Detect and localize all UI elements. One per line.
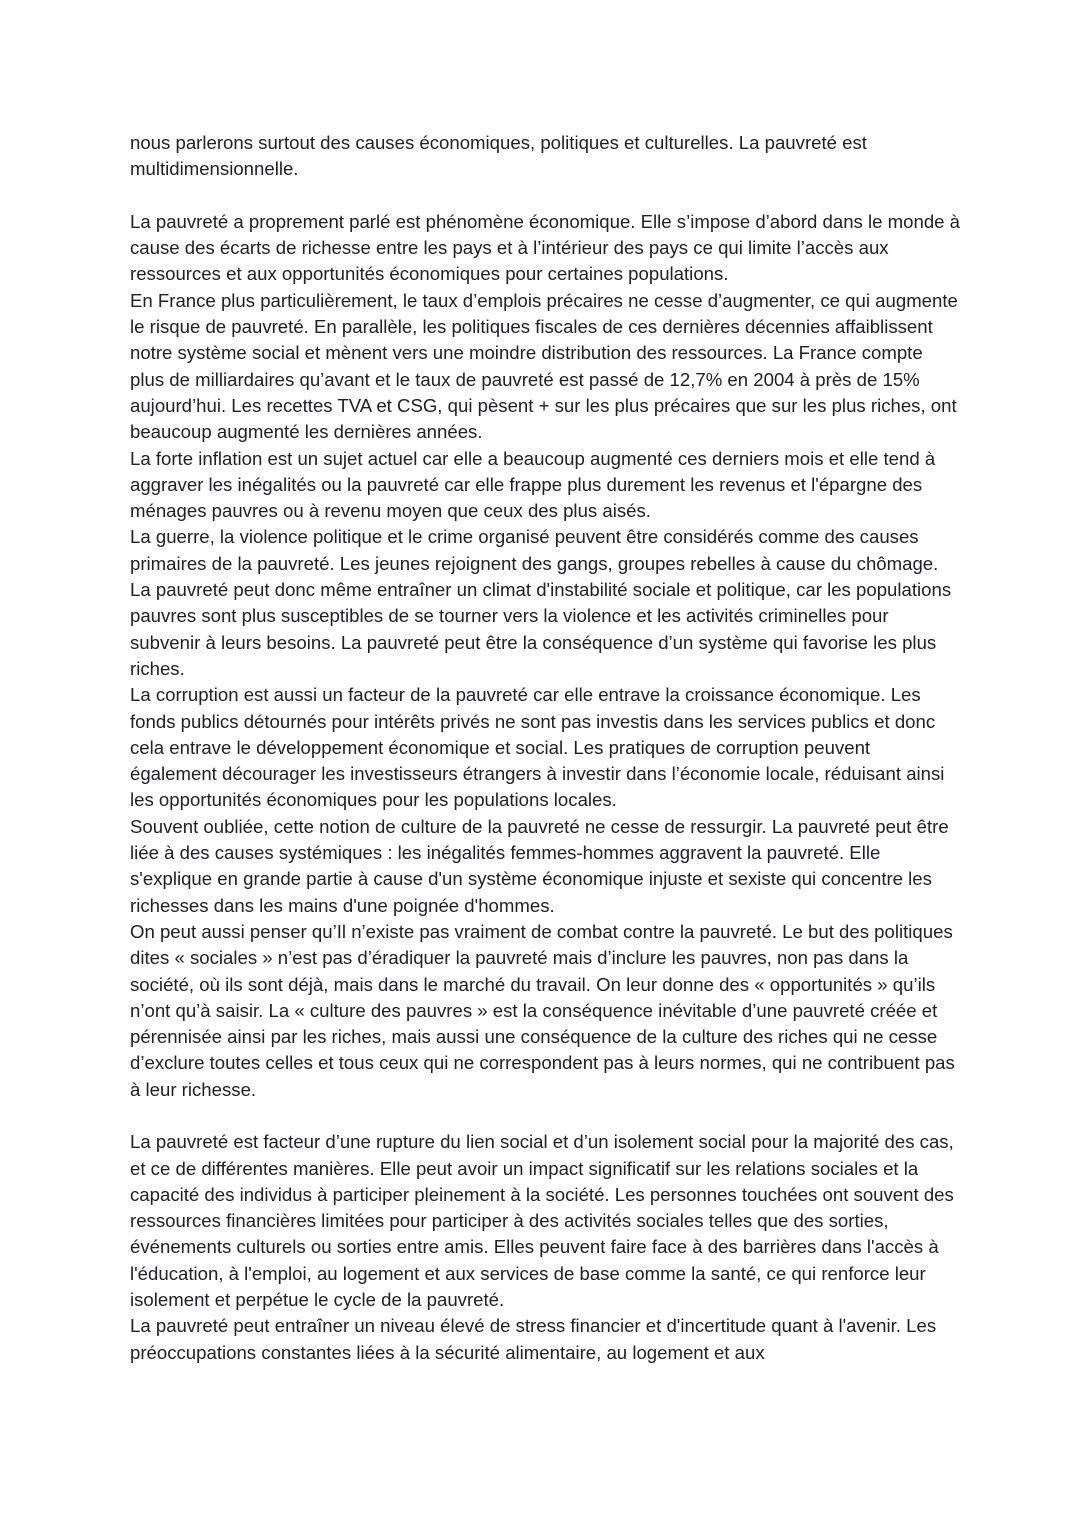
paragraph-financial-stress: La pauvreté peut entraîner un niveau élevé de stress financier et d'incertitude quant à l'avenir. Les préoccupations constantes liées à la sécurité alimentaire, au logement et aux	[130, 1315, 937, 1363]
paragraph-social-policies: On peut aussi penser qu’Il n’existe pas vraiment de combat contre la pauvreté. Le but des politiques dites « sociales » n’est pas d’éradiquer la pauvreté mais d’inclure les pauvres, non pas dans la société, où ils sont déjà, mais dans le marché du travail. On leur donne des « opportunités » qu’ils n’ont qu’à saisir. La « culture des pauvres » est la conséquence inévitable d’une pauvreté créée et pérennisée ainsi par les riches, mais aussi une conséquence de la culture des riches qui ne cesse d’exclure toutes celles et tous ceux qui ne correspondent pas à leurs normes, qui ne contribuent pas à leur richesse.	[130, 920, 955, 1100]
paragraph-france-precarity: En France plus particulièrement, le taux d’emplois précaires ne cesse d’augmenter, ce qui augmente le risque de pauvreté. En parallèle, les politiques fiscales de ces dernières décennies affaiblissent notre système social et mènent vers une moindre distribution des ressources. La France compte plus de milliardaires qu’avant et le taux de pauvreté est passé de 12,7% en 2004 à près de 15% aujourd’hui. Les recettes TVA et CSG, qui pèsent + sur les plus précaires que sur les plus riches, ont beaucoup augmenté les dernières années.	[130, 289, 958, 443]
paragraph-corruption: La corruption est aussi un facteur de la pauvreté car elle entrave la croissance économique. Les fonds publics détournés pour intérêts privés ne sont pas investis dans les services publics et donc cela entrave le développement économique et social. Les pratiques de corruption peuvent également décourager les investisseurs étrangers à investir dans l’économie locale, réduisant ainsi les opportunités économiques pour les populations locales.	[130, 684, 945, 811]
paragraph-war-violence: La guerre, la violence politique et le crime organisé peuvent être considérés comme des causes primaires de la pauvreté. Les jeunes rejoignent des gangs, groupes rebelles à cause du chômage. La pauvreté peut donc même entraîner un climat d'instabilité sociale et politique, car les populations pauvres sont plus susceptibles de se tourner vers la violence et les activités criminelles pour subvenir à leurs besoins. La pauvreté peut être la conséquence d’un système qui favorise les plus riches.	[130, 526, 952, 679]
paragraph-inflation: La forte inflation est un sujet actuel car elle a beaucoup augmenté ces derniers mois et elle tend à aggraver les inégalités ou la pauvreté car elle frappe plus durement les revenus et l'épargne des ménages pauvres ou à revenu moyen que ceux des plus aisés.	[130, 447, 936, 522]
paragraph-intro-causes: nous parlerons surtout des causes économiques, politiques et culturelles. La pauvreté est multidimensionnelle.	[130, 132, 867, 180]
document-page	[130, 130, 960, 1366]
paragraph-culture-of-poverty: Souvent oubliée, cette notion de culture de la pauvreté ne cesse de ressurgir. La pauvreté peut être liée à des causes systémiques : les inégalités femmes-hommes aggravent la pauvreté. Elle s'explique en grande partie à cause d'un système économique injuste et sexiste qui concentre les richesses dans les mains d'une poignée d'hommes.	[130, 815, 949, 916]
paragraph-social-isolation: La pauvreté est facteur d’une rupture du lien social et d’un isolement social pour la majorité des cas, et ce de différentes manières. Elle peut avoir un impact significatif sur les relations sociales et la capacité des individus à participer pleinement à la société. Les personnes touchées ont souvent des ressources financières limitées pour participer à des activités sociales telles que des sorties, événements culturels ou sorties entre amis. Elles peuvent faire face à des barrières dans l'accès à l'éducation, à l'emploi, au logement et aux services de base comme la santé, ce qui renforce leur isolement et perpétue le cycle de la pauvreté.	[130, 1131, 954, 1311]
paragraph-economic-phenomenon: La pauvreté a proprement parlé est phénomène économique. Elle s’impose d’abord dans le monde à cause des écarts de richesse entre les pays et à l’intérieur des pays ce qui limite l’accès aux ressources et aux opportunités économiques pour certaines populations.	[130, 210, 961, 285]
